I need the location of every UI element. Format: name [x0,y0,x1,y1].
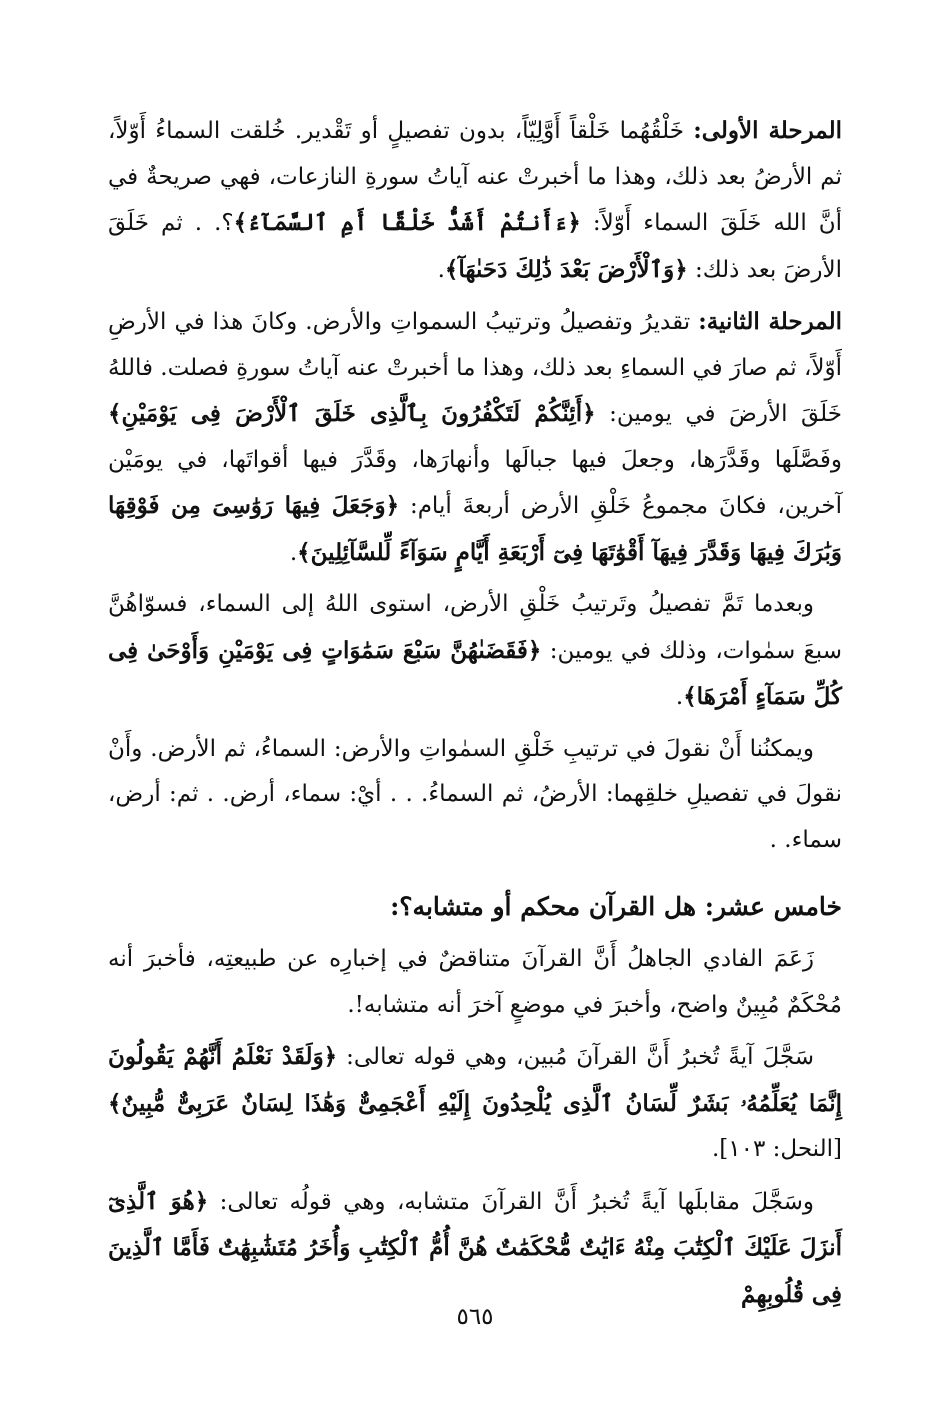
stage-one-label: المرحلة الأولى: [693,117,843,144]
page-number: ٥٦٥ [456,1304,494,1330]
quran-verse: ﴿أَئِنَّكُمْ لَتَكْفُرُونَ بِٱلَّذِى خَلَقَ ٱلْأَرْضَ فِى يَوْمَيْنِ﴾ [108,400,596,427]
paragraph-text: . [437,256,445,283]
paragraph-clear-verse [108,1034,842,1173]
paragraph-stage-two [108,299,842,576]
paragraph-text: . [289,539,298,566]
paragraph-text: ؟. . ثم خَلَقَ الأرضَ بعد ذلك: [108,210,842,283]
paragraph-claim [108,937,842,1028]
paragraph-summary [108,727,842,864]
paragraph-text: . [675,684,684,710]
paragraph-text: وبعدما تَمَّ تفصيلُ وتَرتيبُ خَلْقِ الأرض، استوى اللهُ إلى السماء، فسوّاهُنَّ سبعَ سمٰوات، وذلك في يومين: [108,591,842,664]
paragraph-similar-verse [108,1179,842,1319]
paragraph-text: زَعَمَ الفادي الجاهلُ أَنَّ القرآنَ متناقضٌ في إخبارِه عن طبيعتِه، فأخبرَ أنه مُحْكَمٌ مُبِينٌ واضح، وأخبرَ في موضعٍ آخرَ أنه متشابه!. [108,946,842,1018]
quran-verse: ﴿وَجَعَلَ فِيهَا رَوَٰسِىَ مِن فَوْقِهَا وَبَٰرَكَ فِيهَا وَقَدَّرَ فِيهَآ أَقْوَٰتَهَا فِىٓ أَرْبَعَةِ أَيَّامٍ سَوَآءً لِّلسَّآئِلِينَ﴾ [108,492,842,566]
paragraph-text: تقديرُ وتفصيلُ وترتيبُ السمواتِ والأرض. وكانَ هذا في الأرضِ أَوّلاً، ثم صارَ في السماءِ بعد ذلك، وهذا ما أخبرتْ عنه آياتُ سورةِ فصلت. فاللهُ خَلَقَ الأرضَ في يومين: [108,309,842,427]
paragraph-text: وفَصَّلَها وقَدَّرَها، وجعلَ فيها جبالَها وأنهارَها، وقَدَّرَ فيها أقواتَها، في يومَيْن آخرين، فكانَ مجموعُ خَلْقِ الأرض أربعةَ أيام: [108,446,842,519]
paragraph-stage-one [108,108,842,293]
verse-reference: [النحل: ١٠٣]. [712,1136,842,1162]
quran-verse: ﴿فَقَضَىٰهُنَّ سَبْعَ سَمَٰوَاتٍ فِى يَوْمَيْنِ وَأَوْحَىٰ فِى كُلِّ سَمَآءٍ أَمْرَهَا﴾ [108,636,842,710]
quran-verse: ﴿وَلَقَدْ نَعْلَمُ أَنَّهُمْ يَقُولُونَ إِنَّمَا يُعَلِّمُهُۥ بَشَرٌ لِّسَانُ ٱلَّذِى يُلْحِدُونَ إِلَيْهِ أَعْجَمِىٌّ وَهَٰذَا لِسَانٌ عَرَبِىٌّ مُّبِينٌ﴾ [108,1043,842,1117]
paragraph-heavens [108,582,842,721]
paragraph-text: خَلْقُهُما خَلْقاً أَوَّلِيّاً، بدون تفصيلٍ أو تَقْدير. خُلقت السماءُ أَوّلاً، ثم الأرضُ بعد ذلك، وهذا ما أخبرتْ عنه آياتُ سورةِ النازعات، فهي صريحةٌ في أنَّ الله خَلَقَ السماء أَوّلاً: [108,118,842,236]
stage-two-label: المرحلة الثانية: [698,308,842,335]
paragraph-text: ويمكنُنا أَنْ نقولَ في ترتيبِ خَلْقِ السمٰواتِ والأرض: السماءُ، ثم الأرض. وأَنْ نقولَ في تفصيلِ خلقِهما: الأرضُ، ثم السماءُ. . . أيْ: سماء، أرض. . ثم: أرض، سماء. . [108,735,842,853]
quran-verse: ﴿هُوَ ٱلَّذِىٓ أَنزَلَ عَلَيْكَ ٱلْكِتَٰبَ مِنْهُ ءَايَٰتٌ مُّحْكَمَٰتٌ هُنَّ أُمُّ ٱلْكِتَٰبِ وَأُخَرُ مُتَشَٰبِهَٰتٌ فَأَمَّا ٱلَّذِينَ فِى قُلُوبِهِمْ [108,1187,842,1308]
quran-verse: ﴿ءَأَنتُمْ أَشَدُّ خَلْقًا أَمِ ٱلسَّمَآءُ﴾ [233,209,581,236]
quran-verse: ﴿وَٱلْأَرْضَ بَعْدَ ذَٰلِكَ دَحَىٰهَآ﴾ [444,255,688,283]
paragraph-text: وسَجَّلَ مقابلَها آيةً تُخبرُ أَنَّ القرآنَ متشابه، وهي قولُه تعالى: [208,1188,815,1215]
section-heading: خامس عشر: هل القرآن محكم أو متشابه؟: [390,892,842,921]
paragraph-text: سَجَّلَ آيةً تُخبرُ أَنَّ القرآنَ مُبين، وهي قوله تعالى: [337,1044,814,1070]
